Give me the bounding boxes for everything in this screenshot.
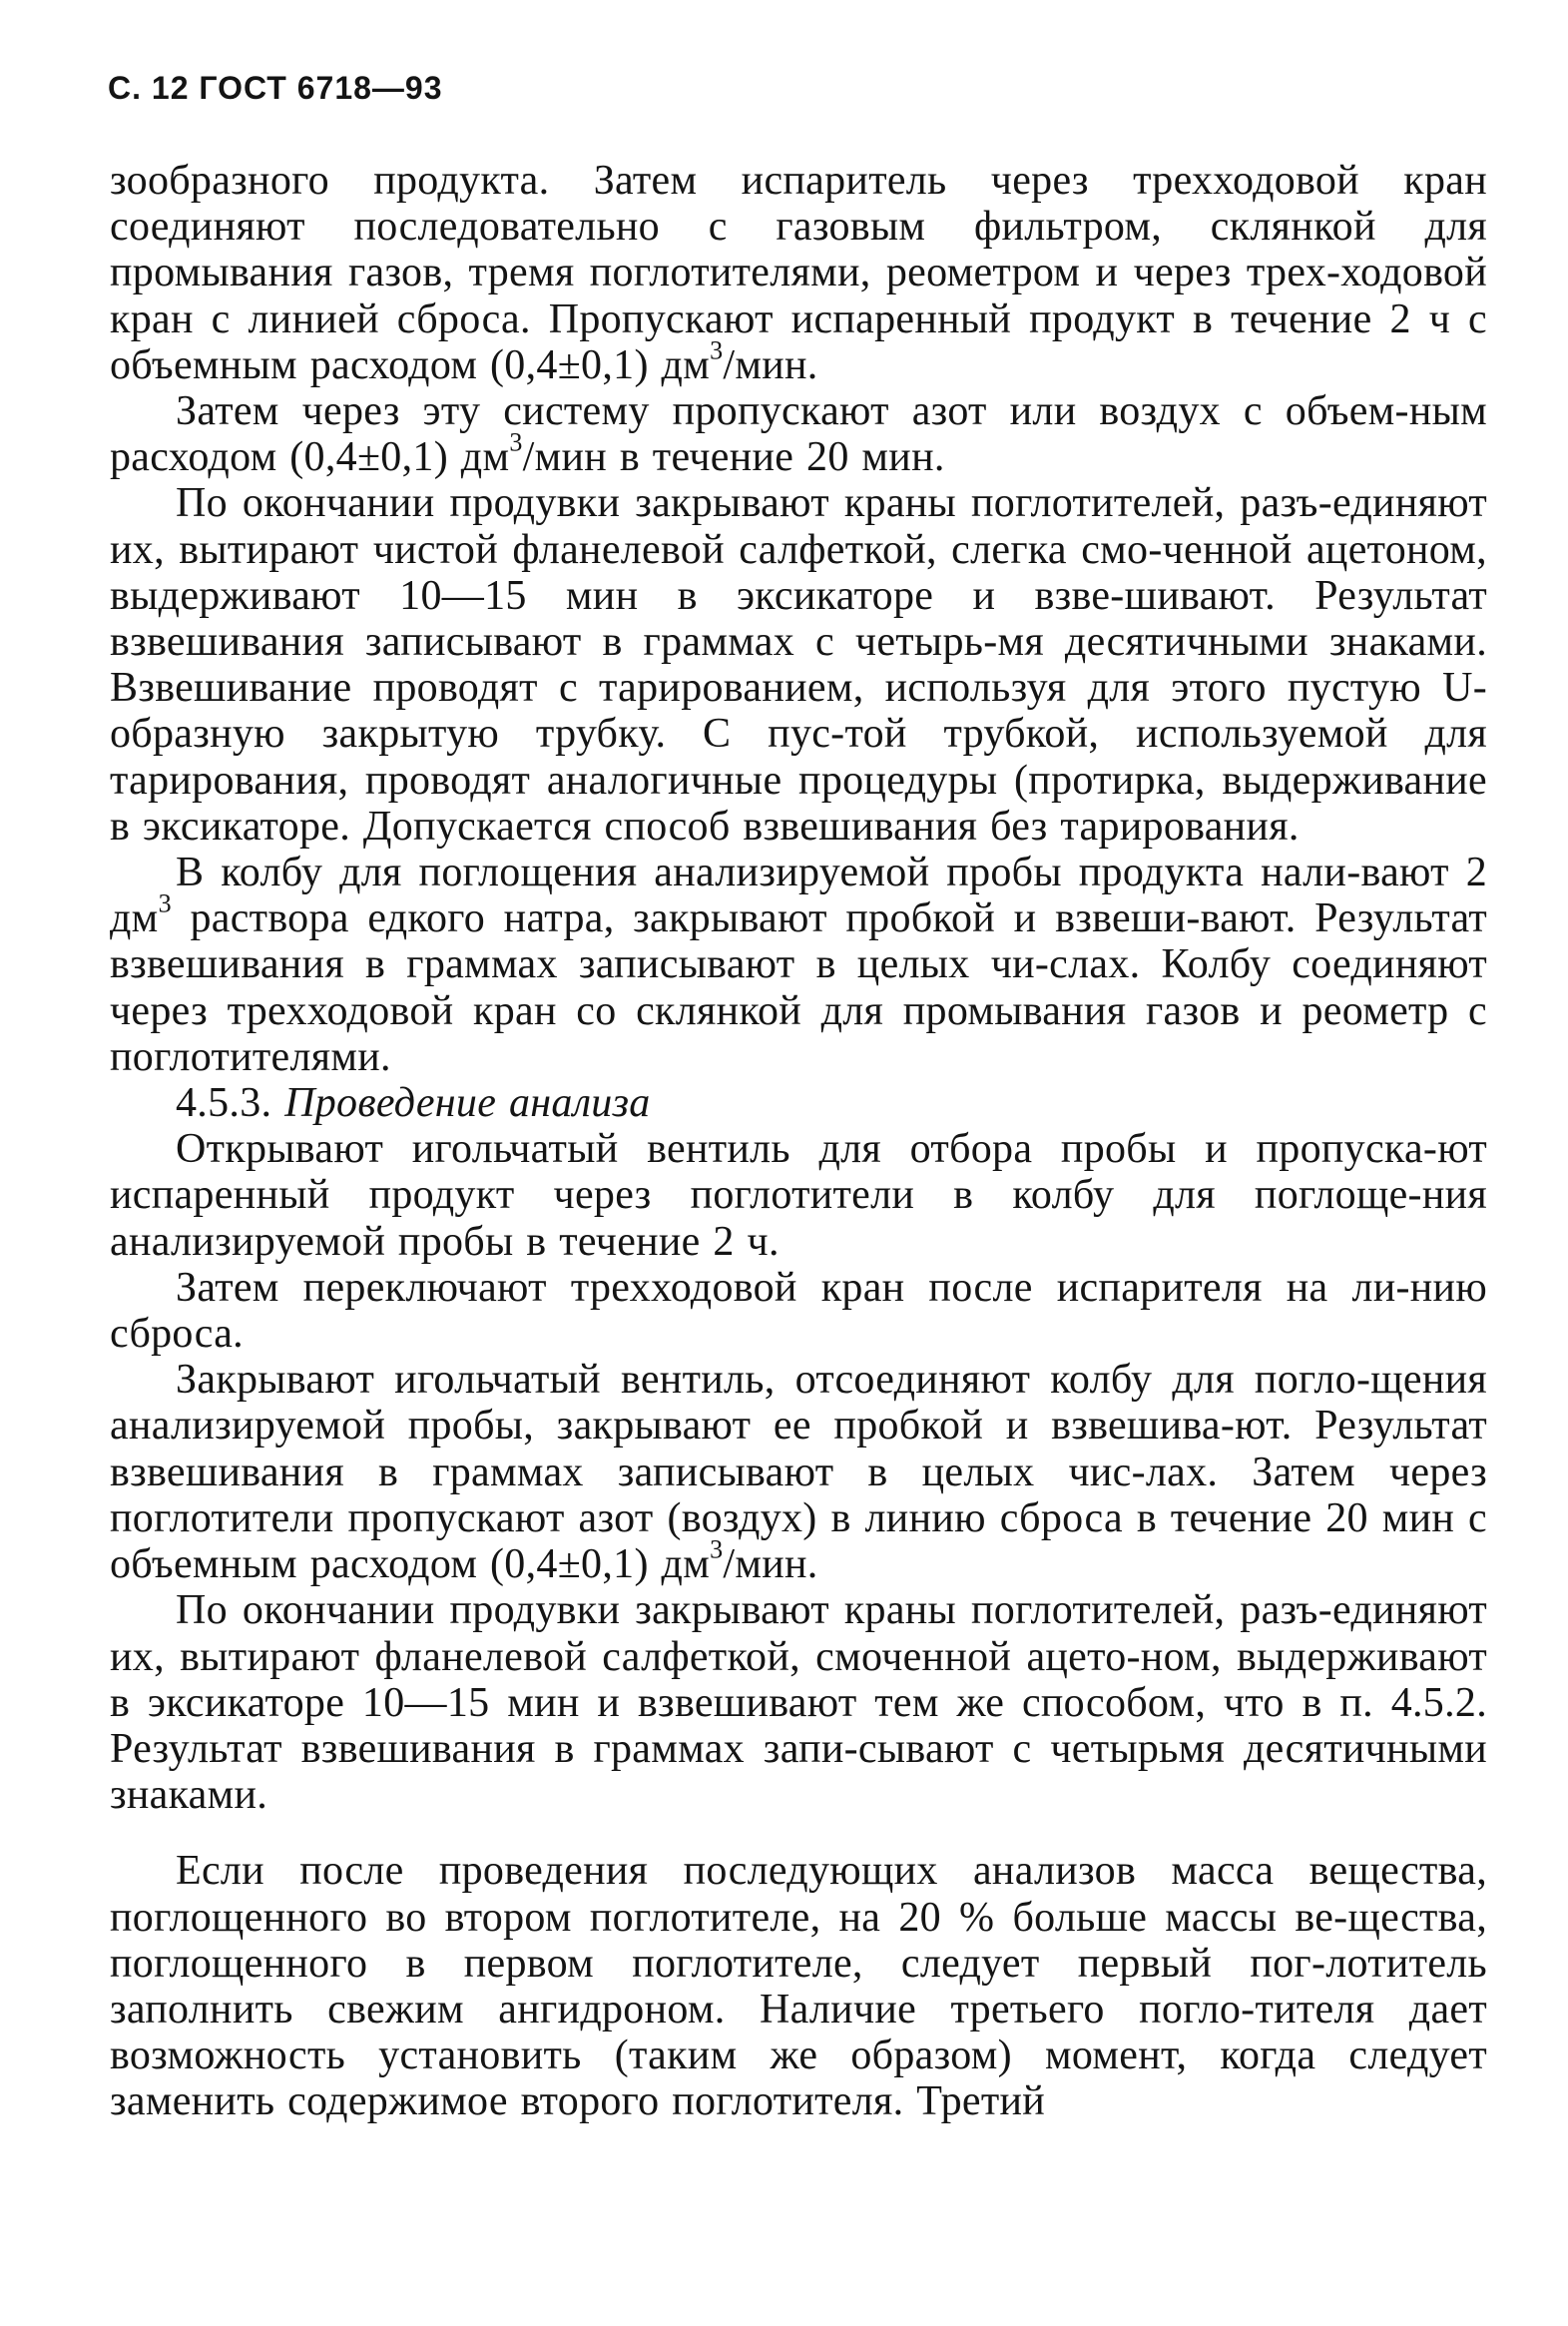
paragraph: Затем через эту систему пропускают азот или воздух с объем-ным расходом (0,4±0,1) $дм^3$/мин в течение 20 мин. xyxy=(110,388,1487,481)
subsection-title: Проведение анализа xyxy=(284,1080,651,1127)
paragraph: Если после проведения последующих анализов масса вещества, поглощенного во втором поглотителе, на 20 % больше массы ве-щества, поглощенного в первом поглотителе, следует первый пог-лотитель заполнить свежим ангидроном. Наличие третьего погло-тителя дает возможность установить (таким же образом) момент, когда следует заменить содержимое второго поглотителя. Третий xyxy=(110,1848,1487,2125)
paragraph: Открывают игольчатый вентиль для отбора пробы и пропуска-ют испаренный продукт через поглотители в колбу для поглоще-ния анализируемой пробы в течение 2 ч. xyxy=(110,1126,1487,1265)
paragraph: Закрывают игольчатый вентиль, отсоединяют колбу для погло-щения анализируемой пробы, закрывают ее пробкой и взвешива-ют. Результат взвешивания в граммах записывают в целых чис-лах. Затем через поглотители пропускают азот (воздух) в линию сброса в течение 20 мин с объемным расходом (0,4±0,1) $дм^3$/мин. xyxy=(110,1357,1487,1588)
paragraph: По окончании продувки закрывают краны поглотителей, разъ-единяют их, вытирают чистой фланелевой салфеткой, слегка смо-ченной ацетоном, выдерживают 10—15 мин в эксикаторе и взве-шивают. Результат взвешивания записывают в граммах с четырь-мя десятичными знаками. Взвешивание проводят с тарированием, используя для этого пустую U-образную закрытую трубку. С пус-той трубкой, используемой для тарирования, проводят аналогичные процедуры (протирка, выдерживание в эксикаторе. Допускается способ взвешивания без тарирования. xyxy=(110,480,1487,850)
paragraph: В колбу для поглощения анализируемой пробы продукта нали-вают 2 $дм^3$ раствора едкого натра, закрывают пробкой и взвеши-вают. Результат взвешивания в граммах записывают в целых чи-слах. Колбу соединяют через трехходовой кран со склянкой для промывания газов и реометр с поглотителями. xyxy=(110,850,1487,1080)
paragraph: Затем переключают трехходовой кран после испарителя на ли-нию сброса. xyxy=(110,1264,1487,1358)
body-text xyxy=(110,158,1487,2125)
subsection-heading xyxy=(110,1080,1487,1126)
paragraph: По окончании продувки закрывают краны поглотителей, разъ-единяют их, вытирают фланелевой салфеткой, смоченной ацето-ном, выдерживают в эксикаторе 10—15 мин и взвешивают тем же способом, что в п. 4.5.2. Результат взвешивания в граммах запи-сывают с четырьмя десятичными знаками. xyxy=(110,1587,1487,1819)
subsection-number: 4.5.3. xyxy=(176,1080,272,1127)
paragraph: зообразного продукта. Затем испаритель через трехходовой кран соединяют последовательно с газовым фильтром, склянкой для промывания газов, тремя поглотителями, реометром и через трех-ходовой кран с линией сброса. Пропускают испаренный продукт в течение 2 ч с объемным расходом (0,4±0,1) $дм^3$/мин. xyxy=(110,158,1487,388)
running-head: С. 12 ГОСТ 6718—93 xyxy=(108,70,443,106)
